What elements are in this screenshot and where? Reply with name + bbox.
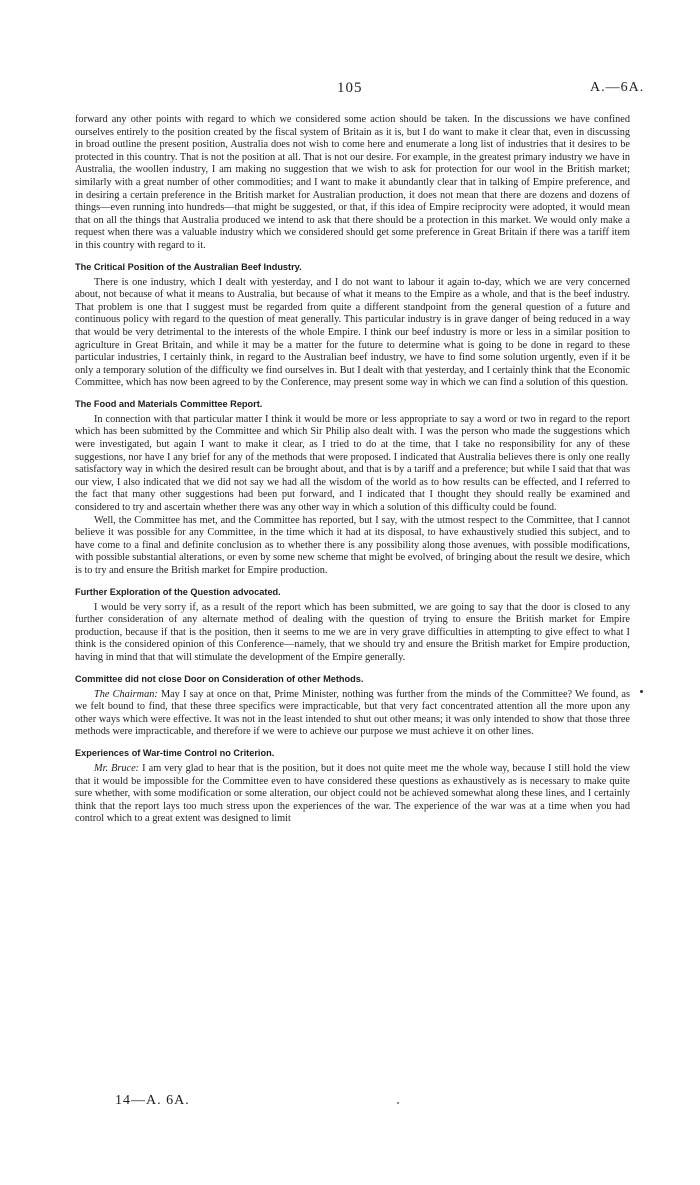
signature-mark: 14—A. 6A. (115, 1093, 190, 1108)
section-heading-war-time-control: Experiences of War-time Control no Criterion. (75, 747, 275, 758)
section-heading-committee-report: The Food and Materials Committee Report. (75, 398, 263, 409)
paragraph-mr-bruce (75, 763, 630, 826)
paragraph-continuation: forward any other points with regard to which we considered some action should be taken. In the discussions we have confined ourselves entirely to the position created by the fiscal system of Britain as it is, but I do want to make it clear that, even in discussing in broad outline the present position, Australia does not wish to come here and enumerate a long list of industries that it desires to be protected in this country. That is not the position at all. That is not our desire. For example, in the greatest primary industry we have in Australia, the woollen industry, I am making no suggestion that we wish to ask for protection for our wool in the British market; similarly with a great number of other commodities; and I want to make it abundantly clear that in talking of Empire preference, and in desiring a certain preference in the British market for Australian production, it does not mean that there are dozens and dozens of things—even running into hundreds—that might be suggested, or that, if this idea of Empire reciprocity were adopted, it would mean that on all the things that Australia produced we intend to ask that there should be a protection in this market. We would only make a request when there was a valuable industry which we considered should get some preference in Great Britain if there was a tariff item in this country with regard to it. (75, 114, 630, 251)
document-reference: A.—6A. (590, 80, 645, 95)
body-text (75, 114, 630, 826)
page-number: 105 (337, 80, 363, 96)
page-header (0, 80, 700, 100)
paragraph-further-exploration: I would be very sorry if, as a result of the report which has been submitted, we are going to say that the door is closed to any further consideration of any alternate method of dealing with the question of trying to ensure the British market for Empire production, because if that is the position, then it seems to me we are in very grave difficulties in attempting to give effect to what I think is the considered opinion of this Conference—namely, that we should try and ensure the British market for Empire production, having in mind that that will stimulate the development of the Empire generally. (75, 601, 630, 663)
chairman-remarks: May I say at once on that, Prime Minister, nothing was further from the minds of the Committee? We found, as we felt bound to find, that these three specifics were impracticable, but that very fact concentrated attention all the more upon any other ways which were effective. It was not in the least intended to shut out other means; it was only intended to show that those three methods were impracticable, and therefore if we were to achieve our purpose we must achieve it on other lines. (75, 688, 630, 738)
margin-mark (640, 690, 643, 693)
paragraph-committee-met: Well, the Committee has met, and the Committee has reported, but I say, with the utmost respect to the Committee, that I cannot believe it was possible for any Committee, in the time which it had at its disposal, to have exhaustively studied this subject, and to have come to a final and definite conclusion as to whether there is any possibility along those avenues, with possible modifications, with possible substantial alterations, or even by some new scheme that might be evolved, of bringing about the result we desire, which is to try and ensure the British market for Empire production. (75, 514, 630, 576)
paragraph-committee-report: In connection with that particular matter I think it would be more or less appropriate to say a word or two in regard to the report which has been submitted by the Committee and which Sir Philip also dealt with. I was the person who made the suggestions which were investigated, but again I want to make it clear, as I tried to do at the time, that I take no responsibility for any of these suggestions, nor have I any brief for any of the methods that were proposed. I indicated that Australia believes there is only one really satisfactory way in which the desired result can be brought about, and that is by a tariff and a preference; but while I said that that was our view, I also indicated that we did not say we had all the wisdom of the world as to how results can be effected, and I referred to the fact that many other suggestions had been put forward, and I indicated that I thought they should really be examined and considered to try and ascertain whether there was any other way in which a solution of this difficulty could be found. (75, 413, 630, 514)
speaker-chairman: The Chairman: (94, 688, 158, 700)
section-heading-committee-door: Committee did not close Door on Consideration of other Methods. (75, 673, 364, 684)
section-heading-beef-industry: The Critical Position of the Australian Beef Industry. (75, 261, 302, 272)
paragraph-chairman (75, 689, 630, 739)
section-heading-further-exploration: Further Exploration of the Question advocated. (75, 586, 281, 597)
paragraph-beef-industry: There is one industry, which I dealt with yesterday, and I do not want to labour it again to-day, which we are very concerned about, not because of what it means to Australia, but because of what it means to the Empire as a whole, and that is the beef industry. That problem is one that I suggest must be regarded from quite a different standpoint from the general question of a future and continuous policy with regard to the question of meat generally. This particular industry is in grave danger of being reduced in a way that would be very detrimental to the interests of the whole Empire. I think our beef industry is more or less in a similar position to agriculture in Great Britain, and while it may be a matter for the future to determine what is going to be done in regard to these particular industries, I certainly think, in regard to the Australian beef industry, we have to find some solution urgently, even if it be only a temporary solution of the difficulty we find ourselves in. But I dealt with that yesterday, and I certainly think that the Economic Committee, which has now been agreed to by the Conference, may present some way in which we can find a solution of this question. (75, 276, 630, 389)
print-speck (397, 1102, 399, 1104)
mr-bruce-remarks: I am very glad to hear that is the position, but it does not quite meet me the whole way, because I still hold the view that it would be impossible for the Committee even to have considered these questions as exhaustively as is necessary to make quite sure whether, with some modification or some alteration, our object could not be achieved somewhat along these lines, and I certainly think that the report lays too much stress upon the experiences of the war. The experience of the war was at a time when you had control which to a great extent was designed to limit (75, 762, 631, 825)
speaker-mr-bruce: Mr. Bruce: (94, 762, 140, 774)
